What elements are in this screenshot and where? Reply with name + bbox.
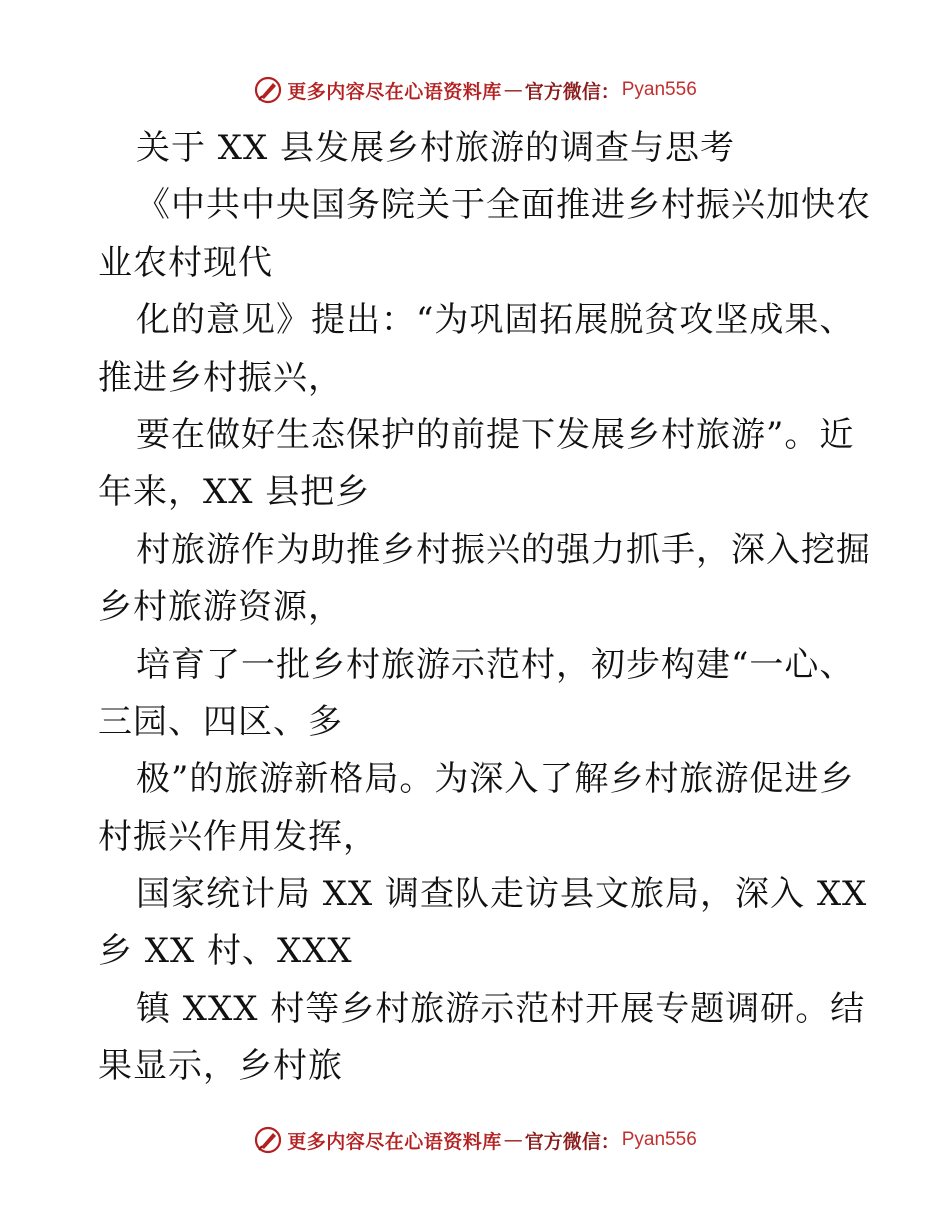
header-banner [0, 70, 950, 110]
document-body [98, 120, 871, 1096]
text-line: 果显示，乡村旅 [98, 1046, 343, 1087]
banner-separator: — [503, 79, 523, 101]
wechat-label: 官方微信： [524, 80, 620, 103]
footer-banner [0, 1120, 950, 1160]
text-line: 三园、四区、多 [98, 701, 343, 742]
wechat-account: Pyan556 [621, 79, 697, 100]
brand-text: 更多内容尽在心语资料库 [287, 1130, 502, 1153]
text-line: 年来，XX 县把乡 [98, 472, 371, 513]
text-line: 极”的旅游新格局。为深入了解乡村旅游促进乡 [136, 759, 855, 800]
wechat-label: 官方微信： [524, 1130, 620, 1153]
text-line: 业农村现代 [98, 242, 273, 283]
text-line: 镇 XXX 村等乡村旅游示范村开展专题调研。结 [136, 988, 866, 1029]
text-line: 培育了一批乡村旅游示范村，初步构建“一心、 [136, 644, 855, 685]
text-line: 乡 XX 村、XXX [98, 931, 353, 972]
text-line: 乡村旅游资源， [98, 587, 343, 628]
text-line: 要在做好生态保护的前提下发展乡村旅游”。近 [136, 414, 855, 455]
document-title: 关于 XX 县发展乡村旅游的调查与思考 [136, 128, 736, 168]
brand-text: 更多内容尽在心语资料库 [287, 80, 502, 103]
banner-separator: — [503, 1129, 523, 1151]
text-line: 国家统计局 XX 调查队走访县文旅局，深入 XX [136, 874, 868, 915]
text-line: 化的意见》提出：“为巩固拓展脱贫攻坚成果、 [136, 300, 855, 341]
text-line: 村旅游作为助推乡村振兴的强力抓手，深入挖掘 [136, 529, 871, 570]
quill-pen-logo-icon [253, 75, 283, 105]
text-line: 推进乡村振兴， [98, 357, 343, 398]
text-line: 《中共中央国务院关于全面推进乡村振兴加快农 [136, 185, 871, 226]
wechat-account: Pyan556 [621, 1129, 697, 1150]
text-line: 村振兴作用发挥， [98, 816, 378, 857]
quill-pen-logo-icon [253, 1125, 283, 1155]
